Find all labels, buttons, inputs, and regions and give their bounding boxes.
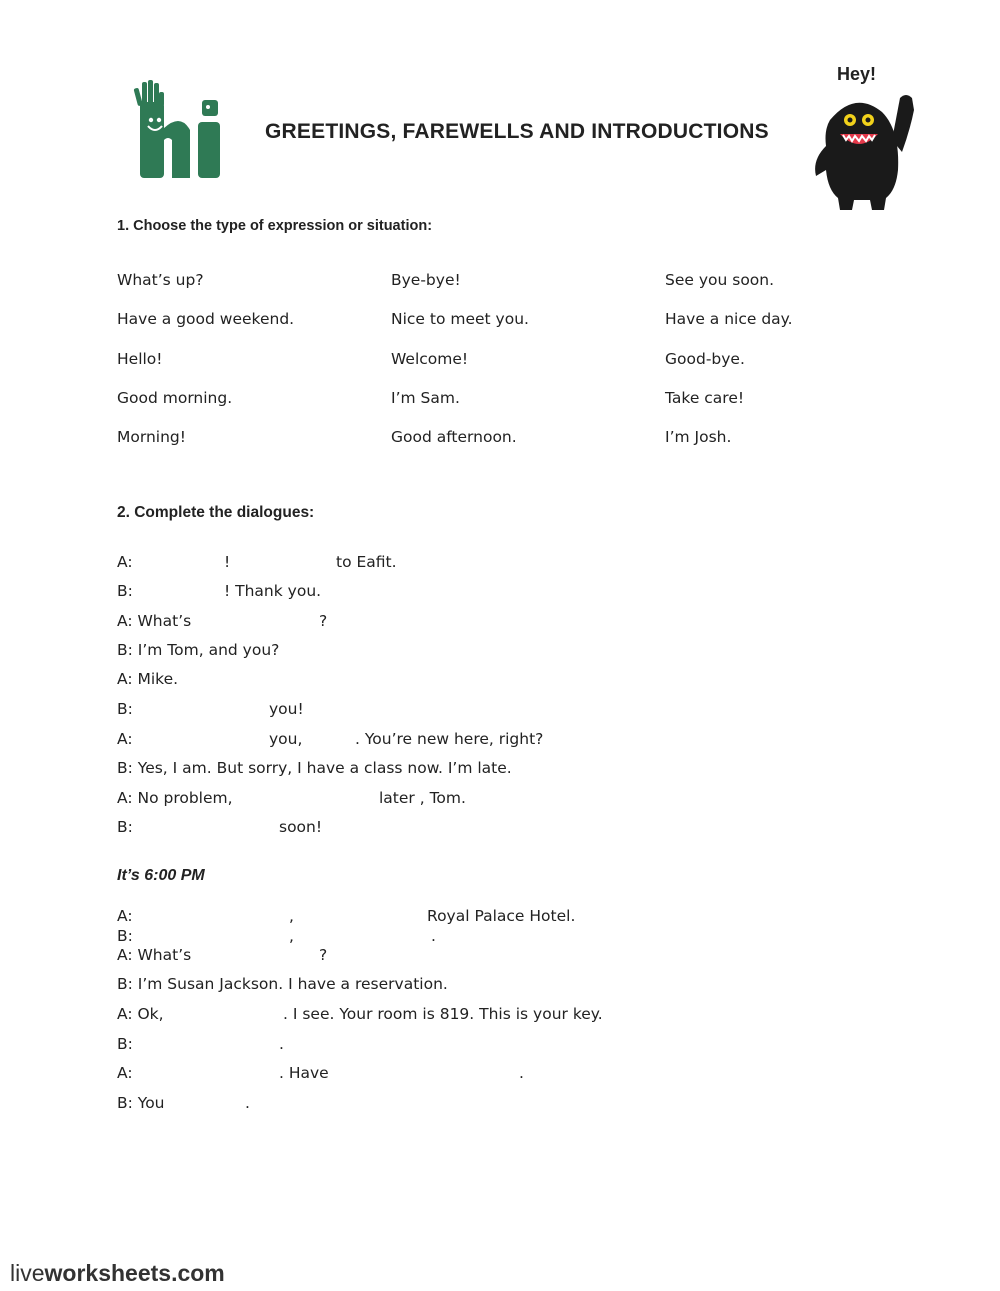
expression-item: I’m Sam. <box>391 389 460 407</box>
expression-item: Take care! <box>665 389 745 407</box>
brand-suffix: .com <box>171 1260 225 1286</box>
expression-item: Have a good weekend. <box>117 310 295 328</box>
brand-bold: worksheets <box>44 1260 172 1286</box>
expression-item: Bye-bye! <box>391 271 461 289</box>
hi-logo-icon <box>132 78 232 182</box>
monster-icon <box>810 90 920 212</box>
expression-item: Hello! <box>117 350 163 368</box>
expression-item: What’s up? <box>117 271 204 289</box>
monster-illustration <box>810 90 920 212</box>
expression-item: Have a nice day. <box>665 310 793 328</box>
expression-item: Good morning. <box>117 389 233 407</box>
expression-item: Good afternoon. <box>391 428 517 446</box>
section2-heading: 2. Complete the dialogues: <box>117 504 315 521</box>
section1-heading: 1. Choose the type of expression or situation: <box>117 218 433 234</box>
expression-item: Morning! <box>117 428 186 446</box>
expression-item: Welcome! <box>391 350 469 368</box>
expression-item: See you soon. <box>665 271 775 289</box>
expression-item: I’m Josh. <box>665 428 732 446</box>
expression-item: Nice to meet you. <box>391 310 529 328</box>
liveworksheets-brand <box>10 1260 225 1287</box>
monster-caption: Hey! <box>837 64 877 84</box>
hi-logo <box>132 78 232 182</box>
page-title: GREETINGS, FAREWELLS AND INTRODUCTIONS <box>265 120 769 143</box>
expression-item: Good-bye. <box>665 350 745 368</box>
brand-prefix: live <box>10 1260 45 1286</box>
dialogue-2-subheading: It’s 6:00 PM <box>117 867 205 884</box>
